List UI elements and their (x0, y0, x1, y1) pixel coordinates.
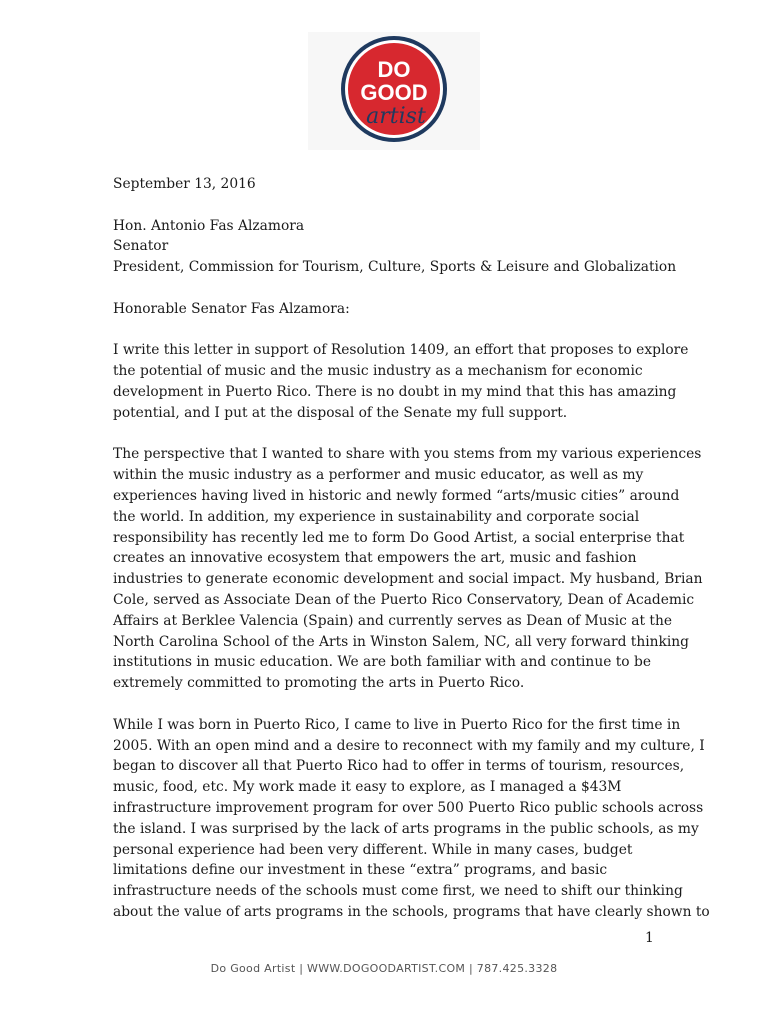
text-line: infrastructure improvement program for over 500 Puerto Rico public schools across (113, 799, 704, 816)
text-line: music, food, etc. My work made it easy to explore, as I managed a $43M (113, 779, 622, 796)
text-line: North Carolina School of the Arts in Winston Salem, NC, all very forward thinking (113, 633, 690, 650)
footer-contact: Do Good Artist | WWW.DOGOODARTIST.COM | 787.425.3328 (210, 962, 558, 975)
salutation (113, 299, 658, 320)
letter-body (113, 174, 710, 943)
logo-text-good: GOOD (360, 80, 428, 105)
text-line: I write this letter in support of Resolution 1409, an effort that proposes to explore (113, 342, 689, 359)
logo-text-artist: artist (366, 104, 426, 129)
text-line: 2005. With an open mind and a desire to reconnect with my family and my culture, I (113, 737, 705, 754)
text-line: industries to generate economic development and social impact. My husband, Brian (113, 571, 703, 588)
text-line: potential, and I put at the disposal of the Senate my full support. (113, 404, 568, 421)
recipient-title: Senator (113, 238, 169, 255)
text-line: personal experience had been very different. While in many cases, budget (113, 841, 633, 858)
text-line: infrastructure needs of the schools must come first, we need to shift our thinking (113, 883, 683, 900)
do-good-artist-logo (308, 32, 480, 150)
salutation-line: Honorable Senator Fas Alzamora: (113, 300, 350, 317)
recipient-block (113, 216, 677, 278)
text-line: the potential of music and the music industry as a mechanism for economic (113, 363, 643, 380)
paragraph-3 (113, 715, 710, 923)
text-line: limitations define our investment in these “extra” programs, and basic (113, 862, 608, 879)
paragraph-1 (113, 340, 689, 423)
recipient-position: President, Commission for Tourism, Culture, Sports & Leisure and Globalization (113, 259, 677, 276)
text-line: development in Puerto Rico. There is no doubt in my mind that this has amazing (113, 383, 677, 400)
text-line: extremely committed to promoting the arts in Puerto Rico. (113, 675, 525, 692)
recipient-name: Hon. Antonio Fas Alzamora (113, 217, 305, 234)
logo-text-do: DO (377, 57, 411, 82)
text-line: began to discover all that Puerto Rico had to offer in terms of tourism, resources, (113, 758, 685, 775)
text-line: While I was born in Puerto Rico, I came to live in Puerto Rico for the first time in (113, 716, 681, 733)
date-line: September 13, 2016 (113, 176, 256, 192)
text-line: within the music industry as a performer and music educator, as well as my (113, 467, 644, 484)
text-line: Affairs at Berklee Valencia (Spain) and currently serves as Dean of Music at the (113, 612, 673, 629)
text-line: the island. I was surprised by the lack of arts programs in the public schools, as my (113, 820, 699, 837)
paragraph-2 (113, 444, 703, 694)
text-line: about the value of arts programs in the schools, programs that have clearly shown to (113, 903, 710, 920)
text-line: the world. In addition, my experience in sustainability and corporate social (113, 508, 640, 525)
text-line: creates an innovative ecosystem that empowers the art, music and fashion (113, 550, 637, 567)
text-line: The perspective that I wanted to share with you stems from my various experiences (113, 446, 702, 463)
letter-date (113, 174, 658, 195)
page-number: 1 (645, 930, 654, 946)
logo-area (308, 32, 480, 150)
text-line: Cole, served as Associate Dean of the Puerto Rico Conservatory, Dean of Academic (113, 591, 695, 608)
text-line: responsibility has recently led me to form Do Good Artist, a social enterprise that (113, 529, 685, 546)
text-line: experiences having lived in historic and newly formed “arts/music cities” around (113, 487, 680, 504)
text-line: institutions in music education. We are both familiar with and continue to be (113, 654, 651, 671)
